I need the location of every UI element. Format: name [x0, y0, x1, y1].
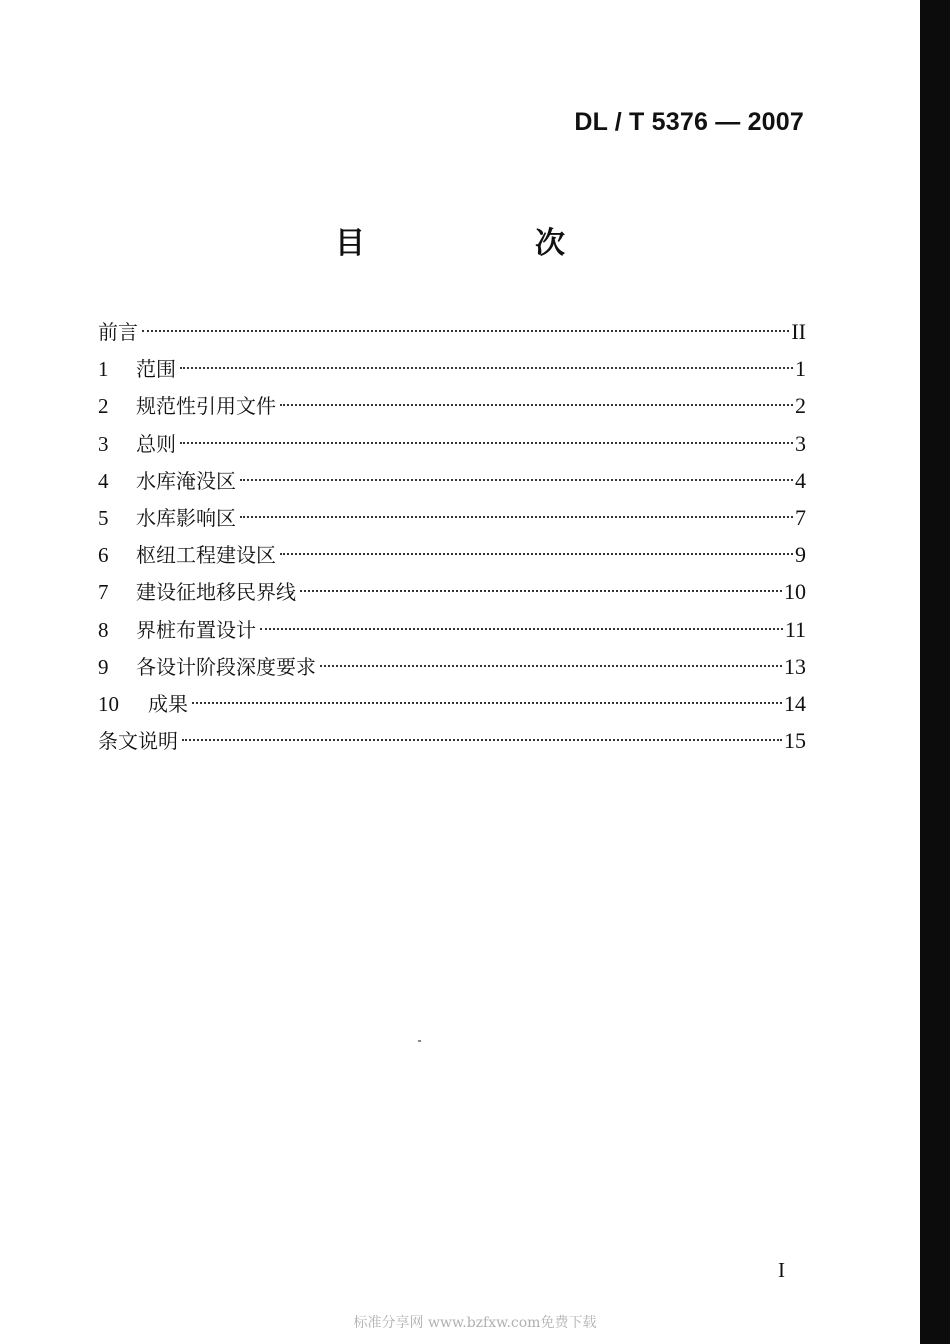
toc-entry[interactable]: [98, 573, 806, 610]
toc-entry-page: 2: [795, 393, 806, 419]
toc-entry-number: 6: [98, 543, 109, 568]
toc-dot-leader: [240, 516, 793, 518]
toc-entry-page: 15: [784, 728, 806, 754]
watermark-text: 标准分享网 www.bzfxw.com免费下载: [353, 1315, 597, 1331]
toc-entry[interactable]: [98, 536, 806, 573]
toc-entry[interactable]: [98, 611, 806, 648]
toc-entry-page: II: [791, 319, 806, 344]
toc-entry-page: 11: [784, 616, 806, 642]
toc-entry[interactable]: [98, 722, 806, 759]
toc-entry-number: 8: [98, 617, 109, 642]
toc-entry-number: 9: [98, 654, 109, 679]
toc-dot-leader: [300, 590, 782, 592]
toc-entry-page: 13: [784, 653, 806, 679]
table-of-contents: [98, 313, 806, 759]
scan-speck: [418, 1040, 421, 1042]
toc-dot-leader: [142, 330, 789, 332]
page-title: 目 次: [335, 226, 635, 261]
toc-entry-title: 成果: [148, 691, 188, 716]
toc-entry-number: 5: [98, 505, 109, 530]
toc-dot-leader: [280, 404, 793, 406]
toc-entry-title: 各设计阶段深度要求: [136, 654, 316, 679]
toc-entry-number: 3: [98, 431, 109, 456]
toc-entry[interactable]: [98, 387, 806, 424]
toc-entry[interactable]: [98, 350, 806, 387]
toc-entry-page: 9: [795, 542, 806, 568]
toc-dot-leader: [280, 553, 793, 555]
toc-entry-title: 范围: [136, 357, 176, 382]
toc-entry[interactable]: [98, 313, 806, 350]
toc-entry-number: 4: [98, 468, 109, 493]
toc-entry[interactable]: [98, 648, 806, 685]
toc-entry-title: 建设征地移民界线: [136, 580, 296, 605]
toc-entry-title: 水库淹没区: [136, 468, 236, 493]
toc-dot-leader: [240, 479, 793, 481]
toc-entry-number: 2: [98, 394, 109, 419]
toc-entry-page: 10: [784, 579, 806, 605]
page-number: I: [778, 1258, 785, 1282]
toc-entry-title: 规范性引用文件: [136, 394, 276, 419]
toc-entry-page: 14: [784, 690, 806, 716]
toc-entry-page: 7: [795, 504, 806, 530]
toc-dot-leader: [180, 367, 793, 369]
toc-dot-leader: [320, 665, 782, 667]
toc-entry[interactable]: [98, 499, 806, 536]
toc-dot-leader: [260, 628, 783, 630]
toc-entry-title: 前言: [98, 320, 138, 344]
toc-entry-page: 4: [795, 467, 806, 493]
toc-entry-page: 3: [795, 430, 806, 456]
toc-dot-leader: [192, 702, 782, 704]
toc-entry-number: 1: [98, 357, 109, 382]
scan-edge-shadow: [920, 0, 950, 1344]
toc-entry[interactable]: [98, 425, 806, 462]
toc-entry-title: 界桩布置设计: [136, 617, 256, 642]
toc-dot-leader: [182, 739, 782, 741]
toc-entry-number: 10: [98, 691, 119, 716]
toc-entry-title: 水库影响区: [136, 505, 236, 530]
standard-code: DL / T 5376 — 2007: [574, 108, 804, 136]
toc-dot-leader: [180, 442, 793, 444]
toc-entry-page: 1: [795, 356, 806, 382]
toc-entry[interactable]: [98, 462, 806, 499]
toc-entry-title: 总则: [136, 431, 176, 456]
toc-entry-title: 条文说明: [98, 729, 178, 754]
toc-entry-number: 7: [98, 580, 109, 605]
toc-entry[interactable]: [98, 685, 806, 722]
toc-entry-title: 枢纽工程建设区: [136, 543, 276, 568]
